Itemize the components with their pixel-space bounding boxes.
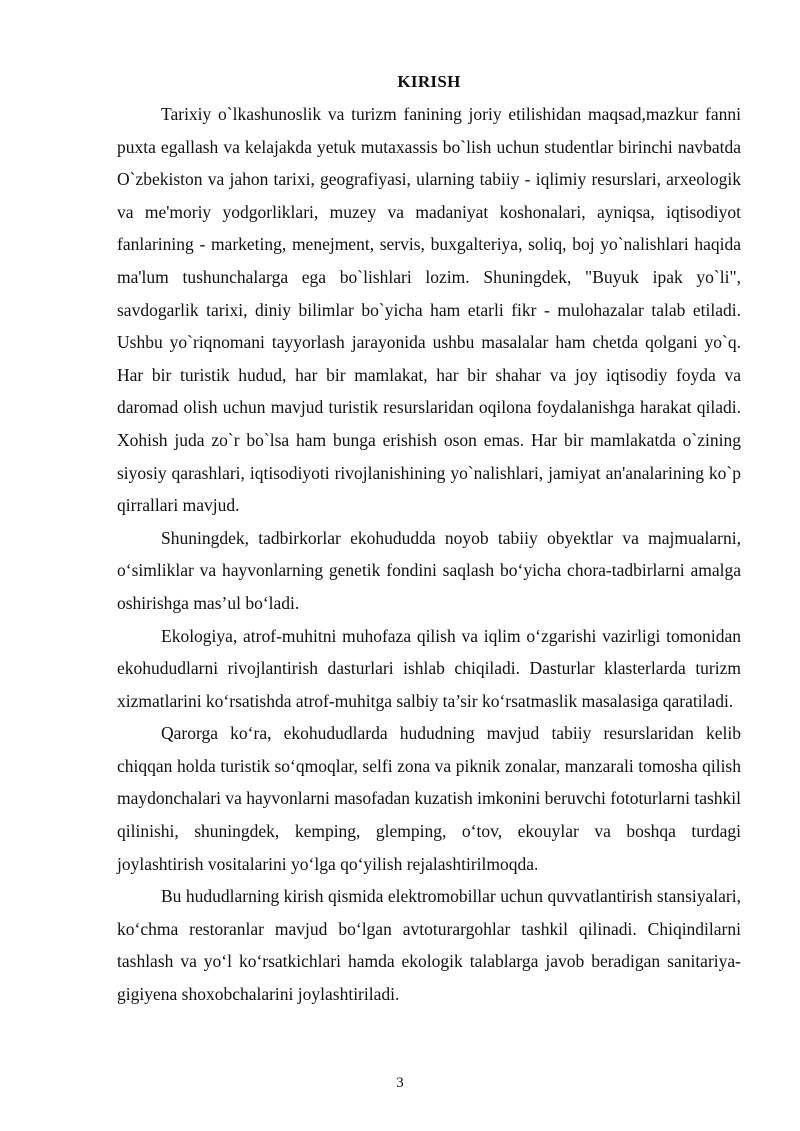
paragraph-infrastructure: Bu hududlarning kirish qismida elektromobillar uchun quvvatlantirish stansiyalari, ko‘chma restoranlar mavjud bo‘lgan avtoturargohlar tashkil qilinadi. Chiqindilarni tashlash va yo‘l ko‘rsatkichlari hamda ekologik talablarga javob beradigan sanitariya-gigiyena shoxobchalarini joylashtiriladi.	[117, 886, 741, 1005]
document-title: KIRISH	[397, 72, 461, 91]
paragraph-intro: Tarixiy o`lkashunoslik va turizm fanining joriy etilishidan maqsad,mazkur fanni puxta egallash va kelajakda yetuk mutaxassis bo`lish uchun studentlar birinchi navbatda O`zbekiston va jahon tarixi, geografiyasi, ularning tabiiy - iqlimiy resurslari, arxeologik va me'moriy yodgorliklari, muzey va madaniyat koshonalari, ayniqsa, iqtisodiyot fanlarining - marketing, menejment, servis, buxgalteriya, soliq, boj yo`nalishlari haqida ma'lum tushunchalarga ega bo`lishlari lozim. Shuningdek, "Buyuk ipak yo`li", savdogarlik tarixi, diniy bilimlar bo`yicha ham etarli fikr - mulohazalar talab etiladi. Ushbu yo`riqnomani tayyorlash jarayonida ushbu masalalar ham chetda qolgani yo`q. Har bir turistik hudud, har bir mamlakat, har bir shahar va joy iqtisodiy foyda va daromad olish uchun mavjud turistik resurslaridan oqilona foydalanishga harakat qiladi. Xohish juda zo`r bo`lsa ham bunga erishish oson emas. Har bir mamlakatda o`zining siyosiy qarashlari, iqtisodiyoti rivojlanishining yo`nalishlari, jamiyat an'analarining ko`p qirrallari mavjud.	[117, 104, 741, 516]
paragraph-entrepreneurs: Shuningdek, tadbirkorlar ekohududda noyob tabiiy obyektlar va majmualarni, o‘simliklar va hayvonlarning genetik fondini saqlash bo‘yicha chora-tadbirlarni amalga oshirishga mas’ul bo‘ladi.	[117, 527, 741, 613]
paragraph-decision: Qarorga ko‘ra, ekohududlarda hududning mavjud tabiiy resurslaridan kelib chiqqan holda turistik so‘qmoqlar, selfi zona va piknik zonalar, manzarali tomosha qilish maydonchalari va hayvonlarni masofadan kuzatish imkonini beruvchi fototurlarni tashkil qilinishi, shuningdek, kemping, glemping, o‘tov, ekouylar va boshqa turdagi joylashtirish vositalarini yo‘lga qo‘yilish rejalashtirilmoqda.	[117, 723, 741, 874]
page-number: 3	[396, 1075, 404, 1091]
paragraph-ecology-ministry: Ekologiya, atrof-muhitni muhofaza qilish va iqlim o‘zgarishi vazirligi tomonidan ekohududlarni rivojlantirish dasturlari ishlab chiqiladi. Dasturlar klasterlarda turizm xizmatlarini ko‘rsatishda atrof-muhitga salbiy ta’sir ko‘rsatmaslik masalasiga qaratiladi.	[117, 625, 741, 711]
document-page	[117, 72, 741, 1011]
